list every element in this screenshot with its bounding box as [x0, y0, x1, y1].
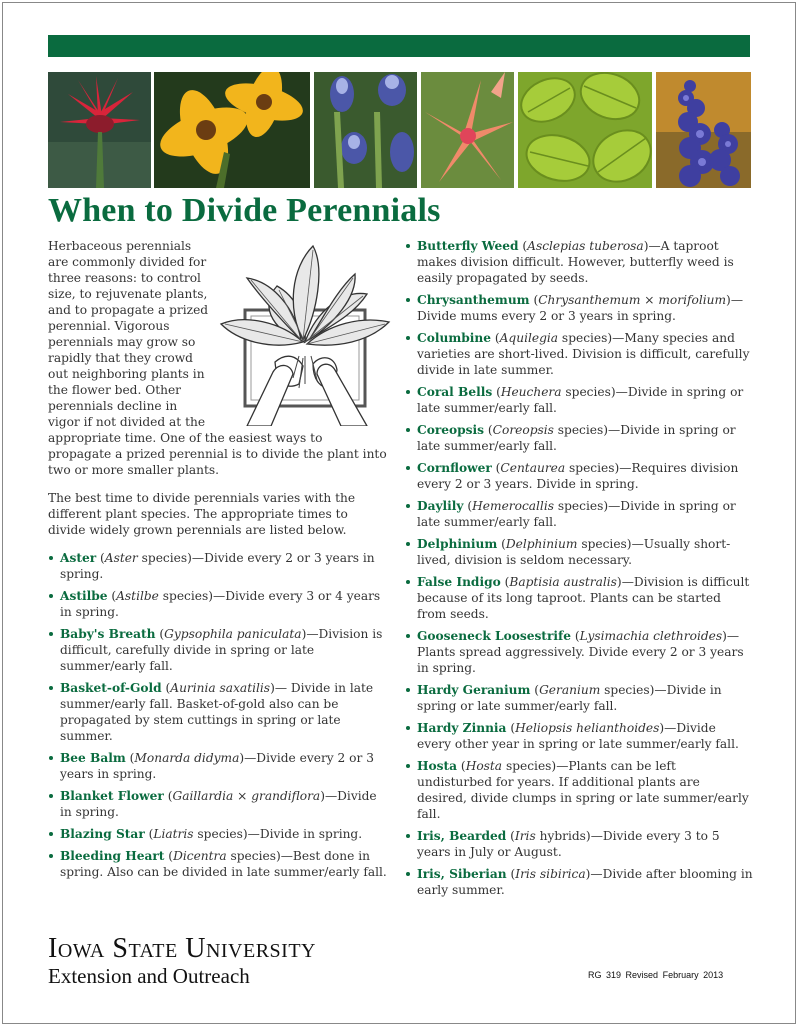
intro-paragraph-2: The best time to divide perennials varies with the different plant species. The appropriate times to divide widely grown perennials are listed below. [48, 491, 356, 537]
right-column [405, 238, 753, 904]
list-item: Hardy Zinnia (Heliopsis helianthoides)—Divide every other year in spring or late summer/early fall. [405, 720, 753, 752]
list-item: Chrysanthemum (Chrysanthemum × morifolium)—Divide mums every 2 or 3 years in spring. [405, 292, 753, 324]
plant-name: Aster [60, 551, 97, 565]
plant-description: —Divide every 3 to 5 years in July or August. [417, 829, 720, 859]
plant-name: Daylily [417, 499, 464, 513]
list-item: Iris, Bearded (Iris hybrids)—Divide every 3 to 5 years in July or August. [405, 828, 753, 860]
plant-description: —Divide in spring or late summer/early fall. [417, 385, 744, 415]
scientific-name: Heuchera [500, 385, 562, 399]
scientific-suffix: species [577, 537, 627, 551]
extension-unit: Extension and Outreach [48, 964, 250, 988]
scientific-name: Baptisia australis [509, 575, 617, 589]
intro-paragraph-1: Herbaceous perennials are commonly divided for three reasons: to control size, to rejuvenate plants, and to propagate a prized perennial. Vigorous perennials may grow so rapidly that they crowd out neighboring plants in the flower bed. Other perennials decline in vigor if not divided at the appropriate time. One of the easiest ways to propagate a prized perennial is to divide the plant into two or more smaller plants. [48, 239, 387, 477]
scientific-suffix: species [502, 759, 552, 773]
plant-name: Iris, Bearded [417, 829, 507, 843]
scientific-suffix: hybrids [535, 829, 586, 843]
scientific-name: Geranium [539, 683, 601, 697]
plant-description: —Division is difficult, carefully divide in spring or late summer/early fall. [60, 627, 383, 673]
scientific-name: Asclepias tuberosa [527, 239, 644, 253]
scientific-name: Dicentra [173, 849, 227, 863]
plant-description: —Divide every other year in spring or late summer/early fall. [417, 721, 739, 751]
plant-name: Hardy Zinnia [417, 721, 507, 735]
photo-iris [314, 72, 417, 188]
plant-description: —Divide mums every 2 or 3 years in spring. [417, 293, 743, 323]
plant-description: —Plants can be left undisturbed for years. If additional plants are desired, divide clumps in spring or late summer/early fall. [417, 759, 749, 821]
list-item: Blazing Star (Liatris species)—Divide in spring. [48, 826, 388, 842]
scientific-suffix: species [558, 331, 608, 345]
list-item: Coral Bells (Heuchera species)—Divide in spring or late summer/early fall. [405, 384, 753, 416]
photo-bee-balm [48, 72, 151, 188]
plant-name: Hosta [417, 759, 458, 773]
plant-name: Gooseneck Loosestrife [417, 629, 571, 643]
list-item: Iris, Siberian (Iris sibirica)—Divide after blooming in early summer. [405, 866, 753, 898]
scientific-name: Gypsophila paniculata [164, 627, 302, 641]
list-item: Basket-of-Gold (Aurinia saxatilis)— Divide in late summer/early fall. Basket-of-gold also can be propagated by stem cuttings in spring or late summer. [48, 680, 388, 744]
scientific-name: Delphinium [505, 537, 578, 551]
plant-description: —Divide every 2 or 3 years in spring. [60, 551, 375, 581]
plant-description: —Best done in spring. Also can be divided in late summer/early fall. [60, 849, 387, 879]
scientific-name: Aurinia saxatilis [170, 681, 271, 695]
plant-list-left [48, 550, 388, 880]
scientific-suffix: species [561, 385, 611, 399]
list-item: Blanket Flower (Gaillardia × grandiflora)—Divide in spring. [48, 788, 388, 820]
plant-description: —A taproot makes division difficult. However, butterfly weed is easily propagated by seeds. [417, 239, 734, 285]
scientific-name: Chrysanthemum × morifolium [538, 293, 727, 307]
list-item: Delphinium (Delphinium species)—Usually short-lived, division is seldom necessary. [405, 536, 753, 568]
page-title: When to Divide Perennials [48, 192, 441, 229]
list-item: Hosta (Hosta species)—Plants can be left undisturbed for years. If additional plants are desired, divide clumps in spring or late summer/early fall. [405, 758, 753, 822]
list-item: Gooseneck Loosestrife (Lysimachia clethroides)—Plants spread aggressively. Divide every 2 or 3 years in spring. [405, 628, 753, 676]
list-item: Coreopsis (Coreopsis species)—Divide in spring or late summer/early fall. [405, 422, 753, 454]
plant-description: —Divide in spring. [60, 789, 377, 819]
scientific-suffix: species [554, 499, 604, 513]
scientific-suffix: species [226, 849, 276, 863]
scientific-name: Liatris [153, 827, 194, 841]
plant-description: —Divide in spring. [247, 827, 363, 841]
scientific-suffix: species [137, 551, 188, 565]
university-name: Iowa State University [48, 933, 316, 964]
plant-name: Baby's Breath [60, 627, 156, 641]
list-item: Cornflower (Centaurea species)—Requires division every 2 or 3 years. Divide in spring. [405, 460, 753, 492]
plant-description: —Divide after blooming in early summer. [417, 867, 753, 897]
scientific-name: Centaurea [500, 461, 566, 475]
plant-name: Cornflower [417, 461, 492, 475]
scientific-name: Gaillardia × grandiflora [172, 789, 321, 803]
list-item: Baby's Breath (Gypsophila paniculata)—Division is difficult, carefully divide in spring or late summer/early fall. [48, 626, 388, 674]
scientific-suffix: species [565, 461, 615, 475]
publication-code [588, 970, 723, 980]
plant-name: Bleeding Heart [60, 849, 165, 863]
list-item: Hardy Geranium (Geranium species)—Divide in spring or late summer/early fall. [405, 682, 753, 714]
plant-description: — Divide in late summer/early fall. Basket-of-gold also can be propagated by stem cuttings in spring or late summer. [60, 681, 374, 743]
list-item: False Indigo (Baptisia australis)—Division is difficult because of its long taproot. Plants can be started from seeds. [405, 574, 753, 622]
scientific-name: Heliopsis helianthoides [515, 721, 660, 735]
scientific-name: Lysimachia clethroides [579, 629, 723, 643]
scientific-name: Coreopsis [492, 423, 554, 437]
plant-name: Blanket Flower [60, 789, 164, 803]
plant-description: —Division is difficult because of its long taproot. Plants can be started from seeds. [417, 575, 750, 621]
plant-name: Columbine [417, 331, 491, 345]
scientific-suffix: species [193, 827, 243, 841]
scientific-name: Aster [104, 551, 138, 565]
photo-delphinium [656, 72, 751, 188]
revised-label: Revised [625, 970, 659, 980]
photo-hosta [518, 72, 652, 188]
list-item: Butterfly Weed (Asclepias tuberosa)—A taproot makes division difficult. However, butterfly weed is easily propagated by seeds. [405, 238, 753, 286]
plant-name: Butterfly Weed [417, 239, 519, 253]
scientific-name: Astilbe [116, 589, 159, 603]
plant-description: —Divide in spring or late summer/early fall. [417, 683, 722, 713]
plant-name: False Indigo [417, 575, 501, 589]
scientific-suffix: species [553, 423, 604, 437]
scientific-suffix: species [158, 589, 209, 603]
plant-division-illustration [217, 238, 392, 426]
header-bar [48, 35, 750, 57]
plant-name: Coral Bells [417, 385, 493, 399]
scientific-suffix: species [600, 683, 650, 697]
scientific-name: Hemerocallis [472, 499, 554, 513]
list-item: Daylily (Hemerocallis species)—Divide in spring or late summer/early fall. [405, 498, 753, 530]
pub-number: RG 319 [588, 970, 622, 980]
photo-daylily [421, 72, 514, 188]
plant-name: Bee Balm [60, 751, 126, 765]
scientific-name: Aquilegia [499, 331, 559, 345]
revised-date: February 2013 [662, 970, 724, 980]
plant-list-right [405, 238, 753, 898]
scientific-name: Hosta [465, 759, 503, 773]
plant-name: Blazing Star [60, 827, 145, 841]
plant-description: —Divide every 2 or 3 years in spring. [60, 751, 374, 781]
plant-description: —Divide every 3 or 4 years in spring. [60, 589, 381, 619]
photo-yellow-flowers [154, 72, 310, 188]
plant-name: Astilbe [60, 589, 108, 603]
list-item: Astilbe (Astilbe species)—Divide every 3 or 4 years in spring. [48, 588, 388, 620]
list-item: Bleeding Heart (Dicentra species)—Best done in spring. Also can be divided in late summer/early fall. [48, 848, 388, 880]
plant-description: —Requires division every 2 or 3 years. Divide in spring. [417, 461, 739, 491]
scientific-name: Iris [514, 829, 536, 843]
list-item: Bee Balm (Monarda didyma)—Divide every 2 or 3 years in spring. [48, 750, 388, 782]
photo-strip [48, 72, 751, 188]
list-item: Aster (Aster species)—Divide every 2 or 3 years in spring. [48, 550, 388, 582]
scientific-name: Iris sibirica [515, 867, 586, 881]
plant-name: Basket-of-Gold [60, 681, 162, 695]
plant-name: Iris, Siberian [417, 867, 507, 881]
plant-name: Coreopsis [417, 423, 485, 437]
plant-name: Hardy Geranium [417, 683, 531, 697]
university-logo [48, 934, 316, 988]
scientific-name: Monarda didyma [134, 751, 240, 765]
plant-name: Chrysanthemum [417, 293, 530, 307]
plant-description: —Many species and varieties are short-lived. Division is difficult, carefully divide in late summer. [417, 331, 750, 377]
list-item: Columbine (Aquilegia species)—Many species and varieties are short-lived. Division is difficult, carefully divide in late summer. [405, 330, 753, 378]
plant-description: —Divide in spring or late summer/early fall. [417, 423, 736, 453]
plant-description: —Usually short-lived, division is seldom necessary. [417, 537, 731, 567]
plant-description: —Plants spread aggressively. Divide every 2 or 3 years in spring. [417, 629, 744, 675]
plant-name: Delphinium [417, 537, 498, 551]
plant-description: —Divide in spring or late summer/early fall. [417, 499, 736, 529]
left-column [48, 238, 388, 886]
